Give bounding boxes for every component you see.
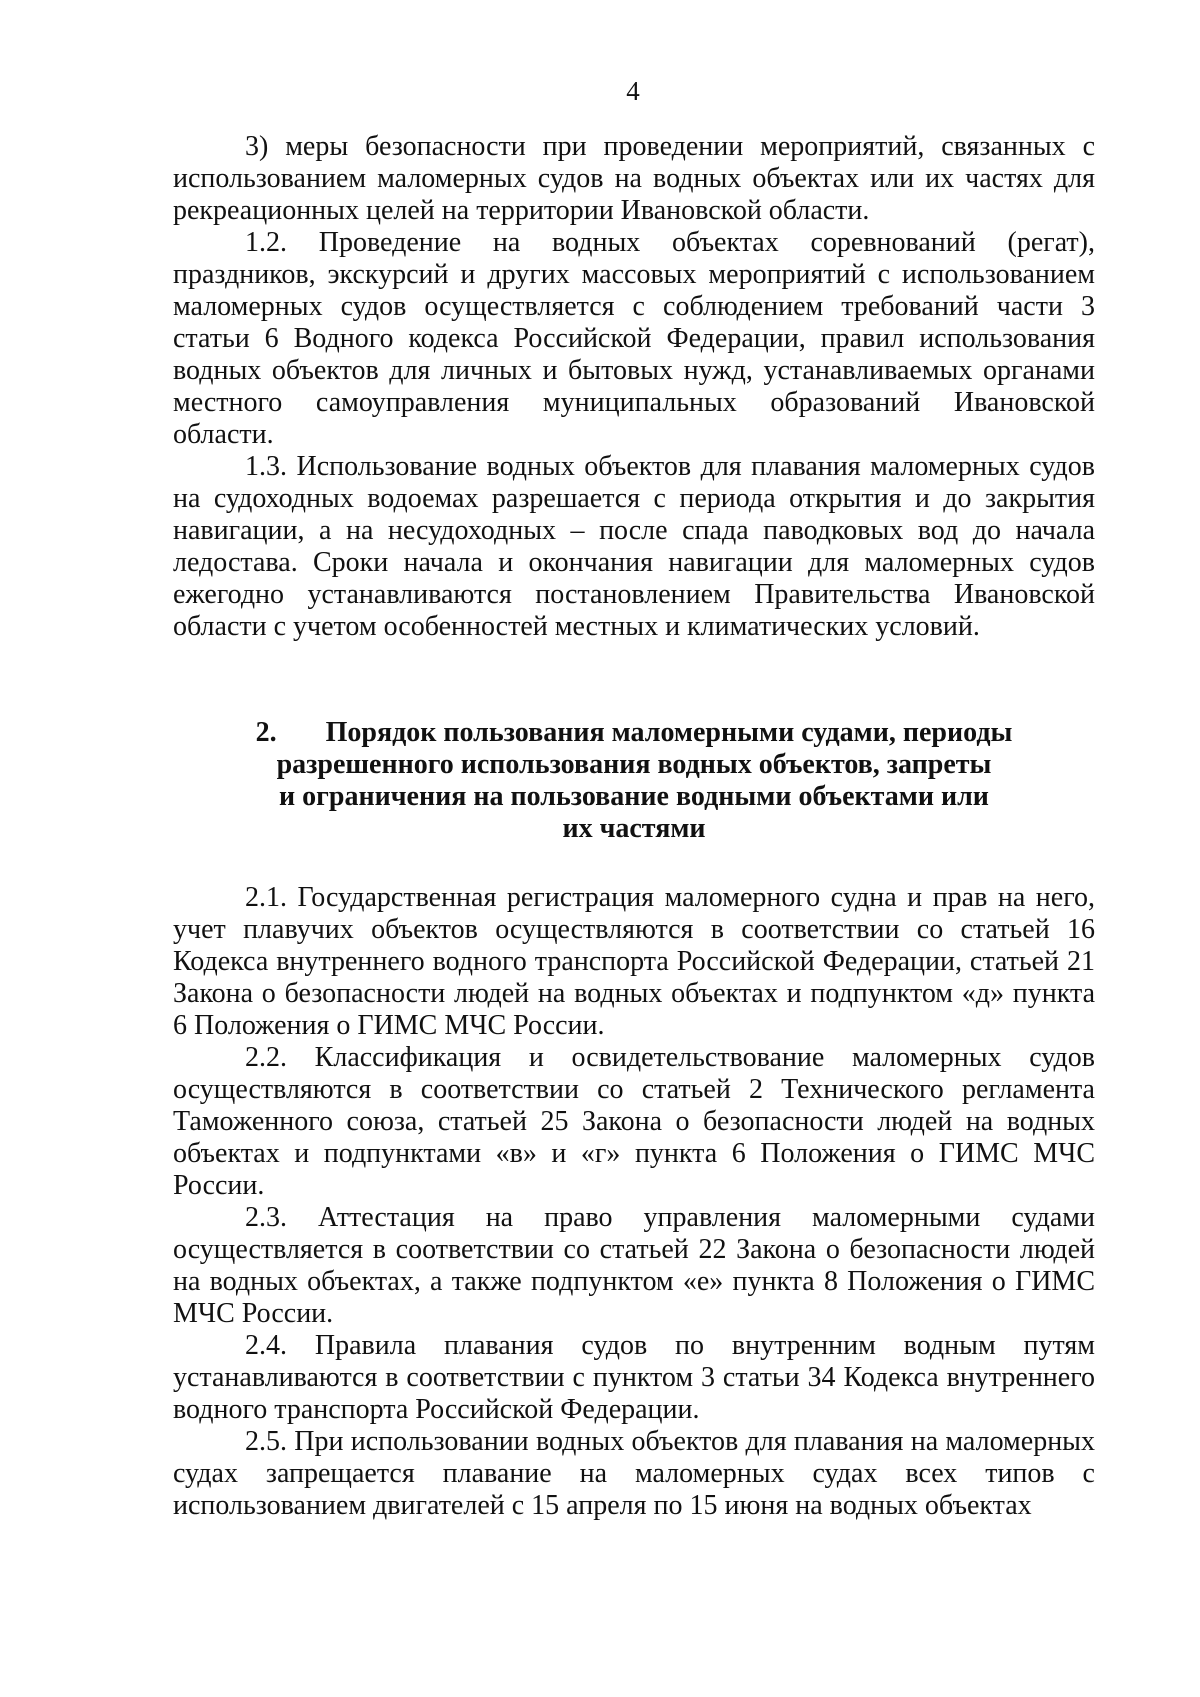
section-heading-line-4: их частями bbox=[562, 813, 706, 844]
section-number: 2. bbox=[255, 717, 277, 748]
paragraph-1-3: 1.3. Использование водных объектов для плавания маломерных судов на судоходных водоемах разрешается с периода открытия и до закрытия навигации, а на несудоходных – после спада паводковых вод до начала ледостава. Сроки начала и окончания навигации для маломерных судов ежегодно устанавливаются постановлением Правительства Ивановской области с учетом особенностей местных и климатических условий. bbox=[173, 451, 1095, 642]
page-number: 4 bbox=[626, 76, 640, 106]
section-heading-line-1 bbox=[173, 717, 1095, 749]
section-heading-line-3: и ограничения на пользование водными объектами или bbox=[279, 781, 989, 812]
intro-paragraphs bbox=[173, 131, 1095, 643]
paragraph-2-1: 2.1. Государственная регистрация маломерного судна и прав на него, учет плавучих объектов осуществляются в соответствии со статьей 16 Кодекса внутреннего водного транспорта Российской Федерации, статьей 21 Закона о безопасности людей на водных объектах и подпунктом «д» пункта 6 Положения о ГИМС МЧС России. bbox=[173, 882, 1095, 1041]
section-heading-text-1: Порядок пользования маломерными судами, периоды bbox=[325, 717, 1013, 748]
section-heading-line-2: разрешенного использования водных объектов, запреты bbox=[276, 749, 992, 780]
paragraph-2-5: 2.5. При использовании водных объектов для плавания на маломерных судах запрещается плавание на маломерных судах всех типов с использованием двигателей с 15 апреля по 15 июня на водных объектах bbox=[173, 1426, 1095, 1521]
paragraph-1-2: 1.2. Проведение на водных объектах соревнований (регат), праздников, экскурсий и других массовых мероприятий с использованием маломерных судов осуществляется с соблюдением требований части 3 статьи 6 Водного кодекса Российской Федерации, правил использования водных объектов для личных и бытовых нужд, устанавливаемых органами местного самоуправления муниципальных образований Ивановской области. bbox=[173, 227, 1095, 450]
section-heading bbox=[173, 717, 1095, 845]
paragraph-2-2: 2.2. Классификация и освидетельствование маломерных судов осуществляются в соответствии со статьей 2 Технического регламента Таможенного союза, статьей 25 Закона о безопасности людей на водных объектах и подпунктами «в» и «г» пункта 6 Положения о ГИМС МЧС России. bbox=[173, 1042, 1095, 1201]
paragraph-item-3: 3) меры безопасности при проведении мероприятий, связанных с использованием маломерных судов на водных объектах или их частях для рекреационных целей на территории Ивановской области. bbox=[173, 131, 1095, 226]
paragraph-2-3: 2.3. Аттестация на право управления маломерными судами осуществляется в соответствии со статьей 22 Закона о безопасности людей на водных объектах, а также подпунктом «е» пункта 8 Положения о ГИМС МЧС России. bbox=[173, 1202, 1095, 1329]
section-paragraphs bbox=[173, 882, 1095, 1522]
paragraph-2-4: 2.4. Правила плавания судов по внутренним водным путям устанавливаются в соответствии с пунктом 3 статьи 34 Кодекса внутреннего водного транспорта Российской Федерации. bbox=[173, 1330, 1095, 1425]
